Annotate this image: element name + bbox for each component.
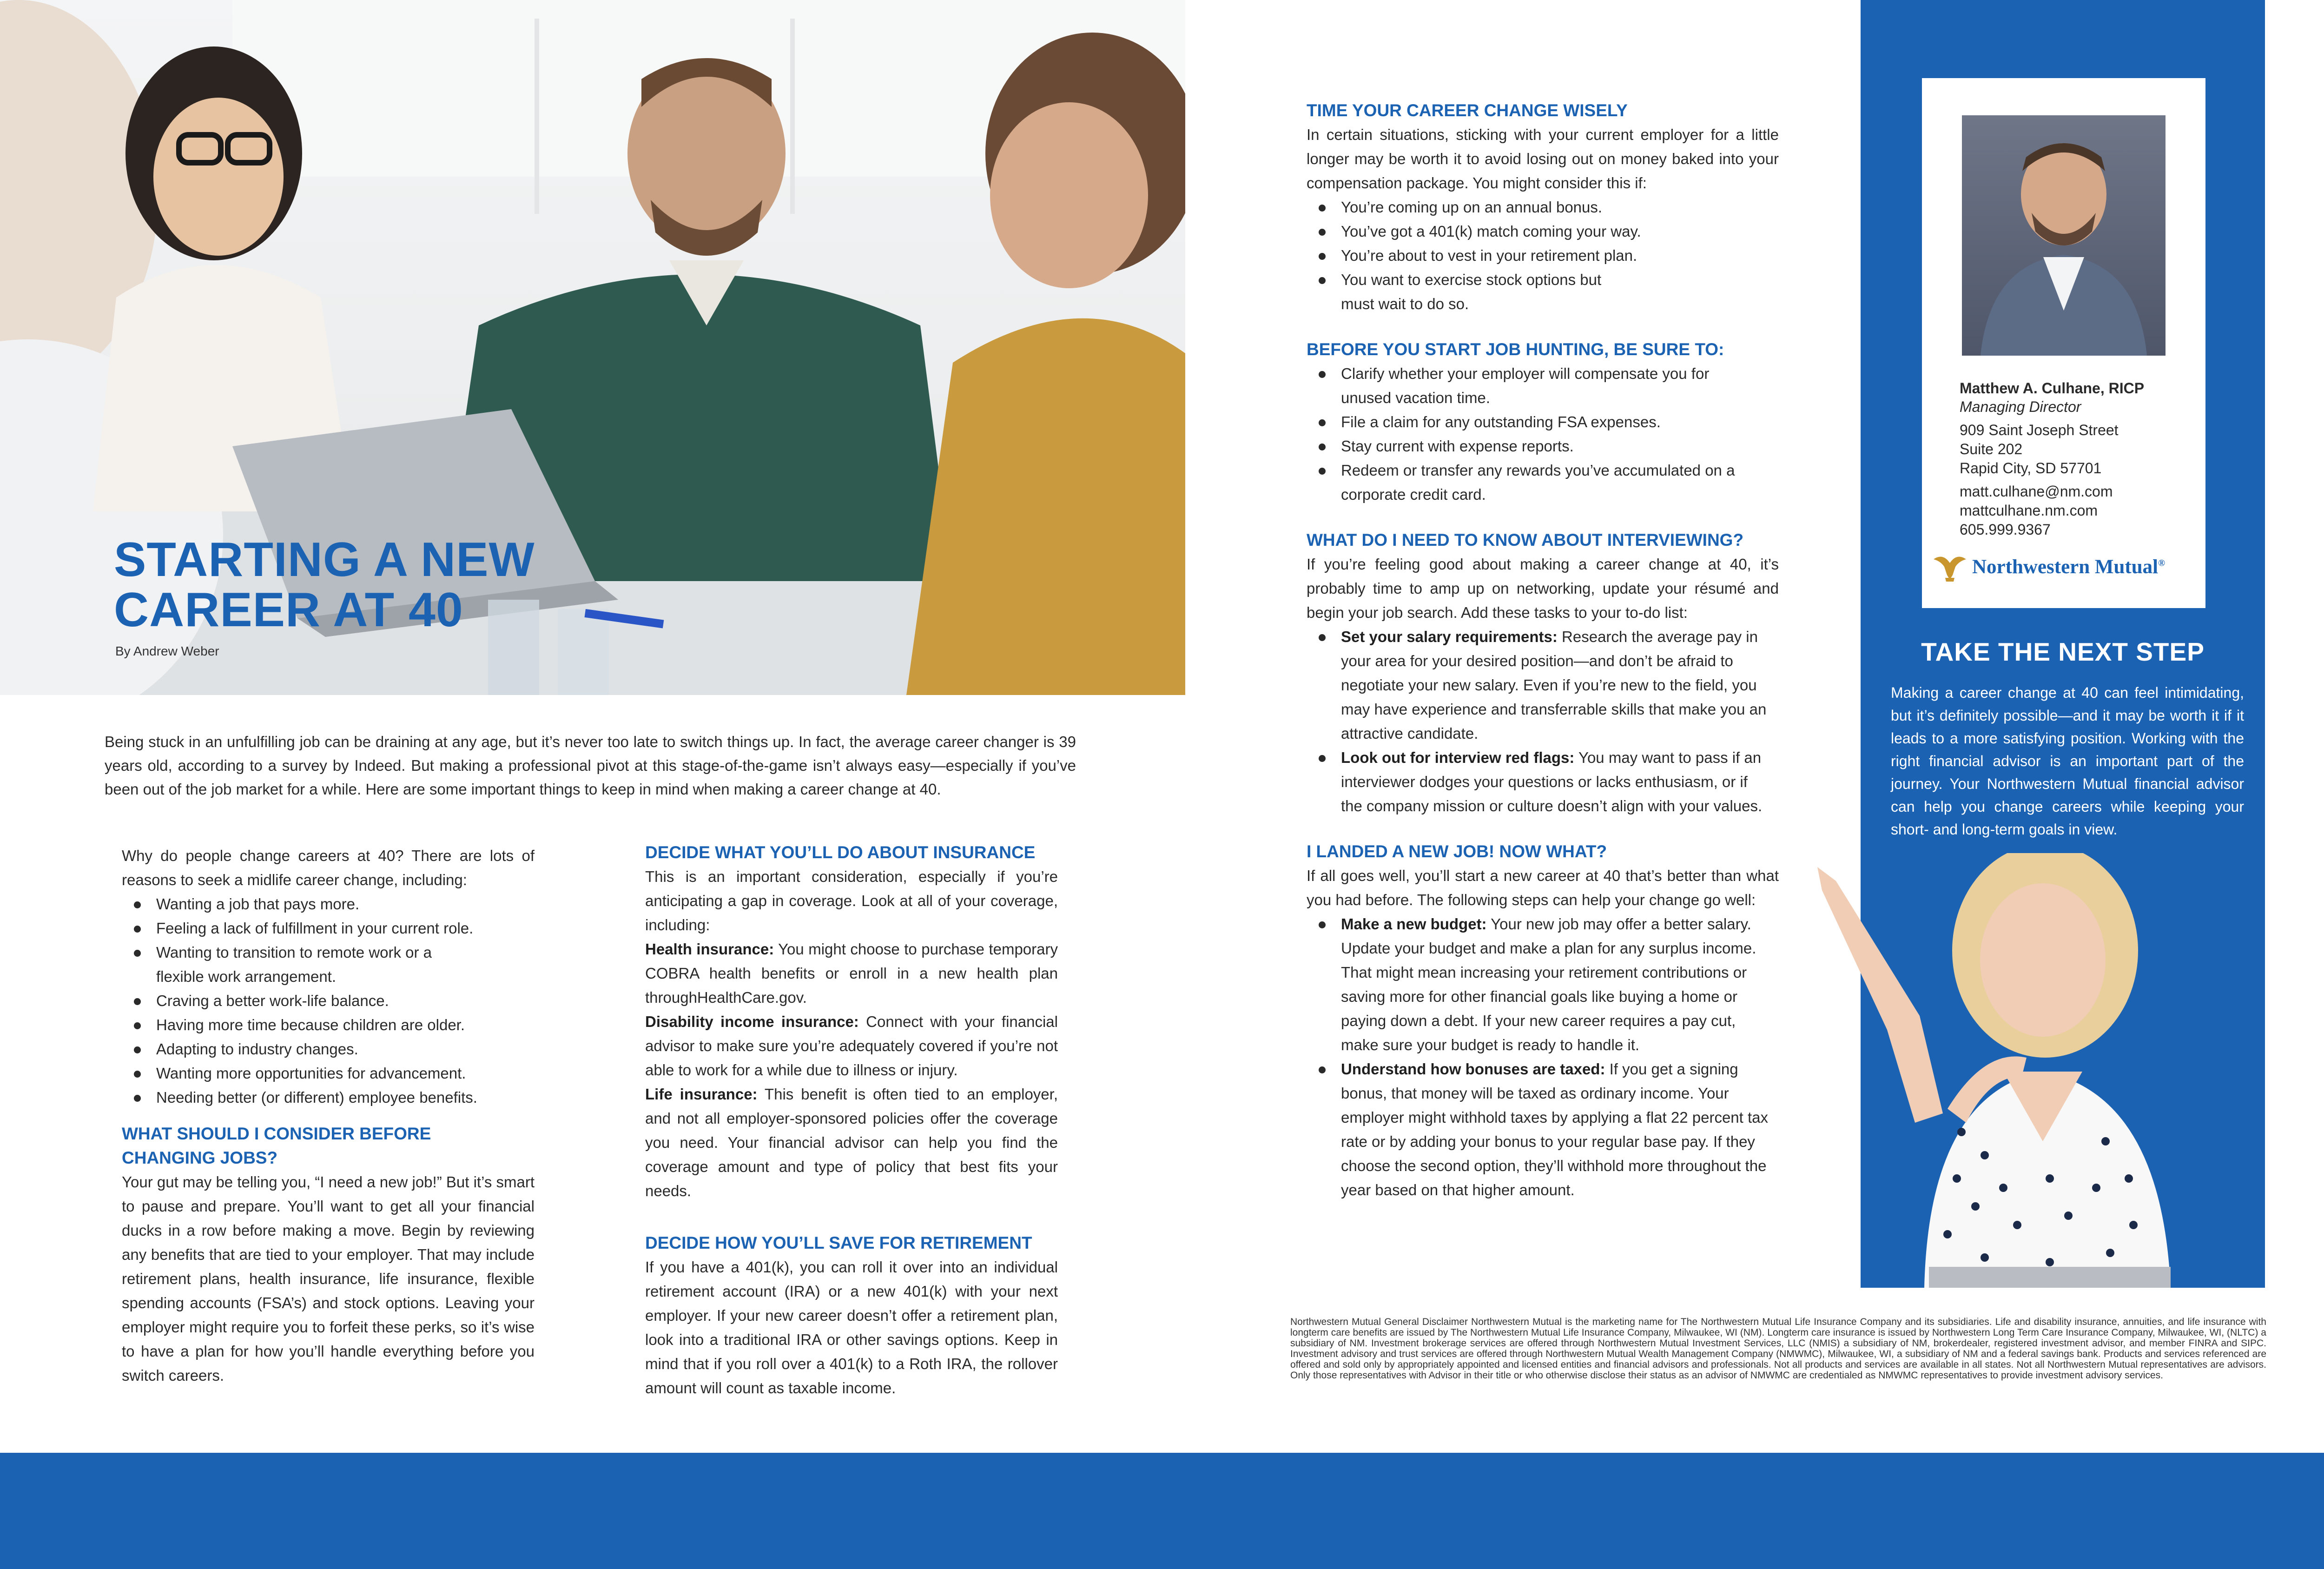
byline: By Andrew Weber	[115, 644, 219, 658]
disability-insurance-text: Connect with your financial advisor to make sure you’re adequately covered if you’re not able to work for a while due to illness or injury.	[645, 1013, 1058, 1079]
list-item: Wanting to transition to remote work or a flexible work arrangement.	[122, 940, 454, 989]
bonus-text: If you get a signing bonus, that money will be taxed as ordinary income. Your employer might withhold taxes by applying a flat 22 percent tax rate or by adding your bonus to your regular base pay. If they choose the second option, they’ll withhold more throughout the year based on that higher amount.	[1341, 1060, 1769, 1198]
red-flags-label: Look out for interview red flags:	[1341, 749, 1575, 766]
list-item: You want to exercise stock options but must wait to do so.	[1307, 268, 1638, 316]
time-body: In certain situations, sticking with your current employer for a little longer may be worth it to avoid losing out on money baked into your compensation package. You might consider this if:	[1307, 126, 1779, 192]
logo-registered-mark: ®	[2158, 558, 2166, 569]
disability-insurance-paragraph	[645, 1010, 1058, 1082]
health-insurance-paragraph	[645, 937, 1058, 1010]
logo-wordmark: Northwestern Mutual	[1972, 556, 2159, 578]
advisor-title: Managing Director	[1960, 398, 2081, 415]
before-heading: BEFORE YOU START JOB HUNTING, BE SURE TO:	[1307, 340, 1724, 359]
next-step-body: Making a career change at 40 can feel intimidating, but it’s definitely possible—and it may be worth it if it leads to a more satisfying position. Working with the right financial advisor is an important part of the journey. Your Northwestern Mutual financial advisor can help you change careers while keeping your short- and long-term goals in view.	[1891, 684, 2244, 838]
list-item	[1307, 1057, 1779, 1202]
before-list	[1307, 362, 1779, 507]
retirement-body: If you have a 401(k), you can roll it over into an individual retirement account (IRA) or a new 401(k) with your next employer. If your new career doesn’t offer a retirement plan, look into a traditional IRA or other savings options. Keep in mind that if you roll over a 401(k) to a Roth IRA, the rollover amount will count as taxable income.	[645, 1258, 1058, 1397]
consider-heading-line-2: CHANGING JOBS?	[122, 1148, 278, 1167]
interview-list	[1307, 625, 1779, 818]
advisor-address-line-2: Suite 202	[1960, 441, 2023, 457]
salary-text: Research the average pay in your area for your desired position—and don’t be afraid to negotiate your new salary. Even if you’re new to the field, you may have experience and transferrable skills that make you an attractive candidate.	[1341, 628, 1767, 742]
life-insurance-paragraph	[645, 1082, 1058, 1203]
disability-insurance-label: Disability income insurance:	[645, 1013, 859, 1030]
reasons-list	[122, 892, 535, 1110]
footer-band	[0, 1453, 2324, 1569]
list-item: Stay current with expense reports.	[1307, 434, 1779, 458]
list-item: Clarify whether your employer will compensate you for unused vacation time.	[1307, 362, 1713, 410]
list-item: You’re coming up on an annual bonus.	[1307, 195, 1779, 219]
interview-body: If you’re feeling good about making a career change at 40, it’s probably time to amp up on networking, update your résumé and begin your job search. Add these tasks to your to-do list:	[1307, 556, 1779, 621]
list-item: Wanting a job that pays more.	[122, 892, 535, 916]
advisor-photo	[1962, 115, 2166, 356]
consider-heading-line-1: WHAT SHOULD I CONSIDER BEFORE	[122, 1124, 431, 1143]
salary-label: Set your salary requirements:	[1341, 628, 1558, 645]
landed-list	[1307, 912, 1779, 1202]
northwestern-mutual-logo	[1931, 551, 2201, 583]
advisor-address-line-1: 909 Saint Joseph Street	[1960, 422, 2119, 438]
life-insurance-text: This benefit is often tied to an employer, and not all employer-sponsored policies offer the coverage you need. Your financial advisor can help you find the coverage amount and type of policy that best fits your needs.	[645, 1086, 1058, 1199]
advisor-address-line-3: Rapid City, SD 57701	[1960, 460, 2102, 477]
time-heading: TIME YOUR CAREER CHANGE WISELY	[1307, 101, 1628, 120]
list-item: Needing better (or different) employee benefits.	[122, 1086, 535, 1110]
list-item: Wanting more opportunities for advancement.	[122, 1061, 535, 1086]
column-2	[645, 841, 1058, 1400]
life-insurance-label: Life insurance:	[645, 1086, 758, 1103]
advisor-email[interactable]: matt.culhane@nm.com	[1960, 483, 2113, 500]
list-item	[1307, 625, 1779, 746]
budget-label: Make a new budget:	[1341, 915, 1487, 933]
time-list	[1307, 195, 1779, 316]
budget-text: Your new job may offer a better salary. Update your budget and make a plan for any surplus income. That might mean increasing your retirement contributions or saving more for other financial goals like buying a home or paying down a debt. If your new career requires a pay cut, make sure your budget is ready to handle it.	[1341, 915, 1756, 1053]
list-item: Adapting to industry changes.	[122, 1037, 535, 1061]
list-item: You’ve got a 401(k) match coming your way.	[1307, 219, 1779, 244]
article-title-line-1: STARTING A NEW	[114, 533, 535, 587]
list-item	[1307, 746, 1779, 818]
retirement-heading: DECIDE HOW YOU’LL SAVE FOR RETIREMENT	[645, 1233, 1032, 1252]
intro-paragraph: Being stuck in an unfulfilling job can be draining at any age, but it’s never too late to switch things up. In fact, the average career changer is 39 years old, according to a survey by Indeed. But making a professional pivot at this stage-of-the-game isn’t always easy—especially if you’ve been out of the job market for a while. Here are some important things to keep in mind when making a career change at 40.	[105, 733, 1076, 798]
consider-body: Your gut may be telling you, “I need a new job!” But it’s smart to pause and prepare. You’ll want to get all your financial ducks in a row before making a move. Begin by reviewing any benefits that are tied to your employer. That may include retirement plans, health insurance, life insurance, flexible spending accounts (FSA’s) and stock options. Leaving your employer might require you to forfeit these perks, so it’s wise to have a plan for how you’ll handle everything before you switch careers.	[122, 1173, 535, 1384]
article-title	[114, 535, 672, 635]
list-item: You’re about to vest in your retirement plan.	[1307, 244, 1779, 268]
advisor-name: Matthew A. Culhane, RICP	[1960, 380, 2145, 397]
interview-heading: WHAT DO I NEED TO KNOW ABOUT INTERVIEWING?	[1307, 530, 1744, 549]
landed-heading: I LANDED A NEW JOB! NOW WHAT?	[1307, 842, 1607, 861]
landed-body: If all goes well, you’ll start a new career at 40 that’s better than what you had before. The following steps can help your change go well:	[1307, 867, 1779, 908]
list-item: Feeling a lack of fulfillment in your current role.	[122, 916, 535, 940]
bonus-label: Understand how bonuses are taxed:	[1341, 1060, 1605, 1078]
eagle-icon	[1931, 551, 1968, 583]
red-flags-text: You may want to pass if an interviewer dodges your questions or lacks enthusiasm, or if the company mission or culture doesn’t align with your values.	[1341, 749, 1763, 814]
health-insurance-label: Health insurance:	[645, 940, 774, 958]
next-step-heading: TAKE THE NEXT STEP	[1921, 637, 2205, 666]
smiling-woman-photo	[1808, 853, 2265, 1288]
list-item: Craving a better work-life balance.	[122, 989, 535, 1013]
list-item: Redeem or transfer any rewards you’ve accumulated on a corporate credit card.	[1307, 458, 1779, 507]
list-item	[1307, 912, 1779, 1057]
column-1	[122, 844, 535, 1388]
smiling-woman-illustration	[1808, 853, 2265, 1288]
article-title-line-2: CAREER AT 40	[114, 583, 463, 637]
advisor-photo-illustration	[1962, 115, 2166, 356]
why-intro: Why do people change careers at 40? There are lots of reasons to seek a midlife career change, including:	[122, 847, 535, 888]
consider-heading	[122, 1122, 535, 1170]
list-item: Having more time because children are older.	[122, 1013, 535, 1037]
advisor-phone[interactable]: 605.999.9367	[1960, 521, 2051, 538]
insurance-intro: This is an important consideration, especially if you’re anticipating a gap in coverage. Look at all of your coverage, including:	[645, 868, 1058, 933]
insurance-heading: DECIDE WHAT YOU’LL DO ABOUT INSURANCE	[645, 843, 1036, 862]
health-insurance-text: You might choose to purchase temporary COBRA health benefits or enroll in a new health plan throughHealthCare.gov.	[645, 940, 1058, 1006]
advisor-website[interactable]: mattculhane.nm.com	[1960, 502, 2098, 519]
legal-disclaimer: Northwestern Mutual General Disclaimer Northwestern Mutual is the marketing name for The Northwestern Mutual Life Insurance Company and its subsidiaries. Life and disability insurance, annuities, and life insurance with longterm care benefits are issued by The Northwestern Mutual Life Insurance Company, Milwaukee, WI (NM). Longterm care insurance is issued by Northwestern Long Term Care Insurance Company, Milwaukee, WI, (NLTC) a subsidiary of NM. Investment brokerage services are offered through Northwestern Mutual Investment Services, LLC (NMIS) a subsidiary of NM, brokerdealer, registered investment advisor, and member FINRA and SIPC. Investment advisory and trust services are offered through Northwestern Mutual Wealth Management Company (NMWMC), Milwaukee, WI, a subsidiary of NM and a federal savings bank. Products and services referenced are offered and sold only by appropriately appointed and licensed entities and financial advisors and professionals. Not all products and services are available in all states. Not all Northwestern Mutual representatives are advisors. Only those representatives with Advisor in their title or who otherwise disclose their status as an advisor of NMWMC are credentialed as NMWMC representatives to provide investment advisory services.	[1290, 1317, 2266, 1381]
column-3	[1307, 99, 1779, 1202]
list-item: File a claim for any outstanding FSA expenses.	[1307, 410, 1779, 434]
